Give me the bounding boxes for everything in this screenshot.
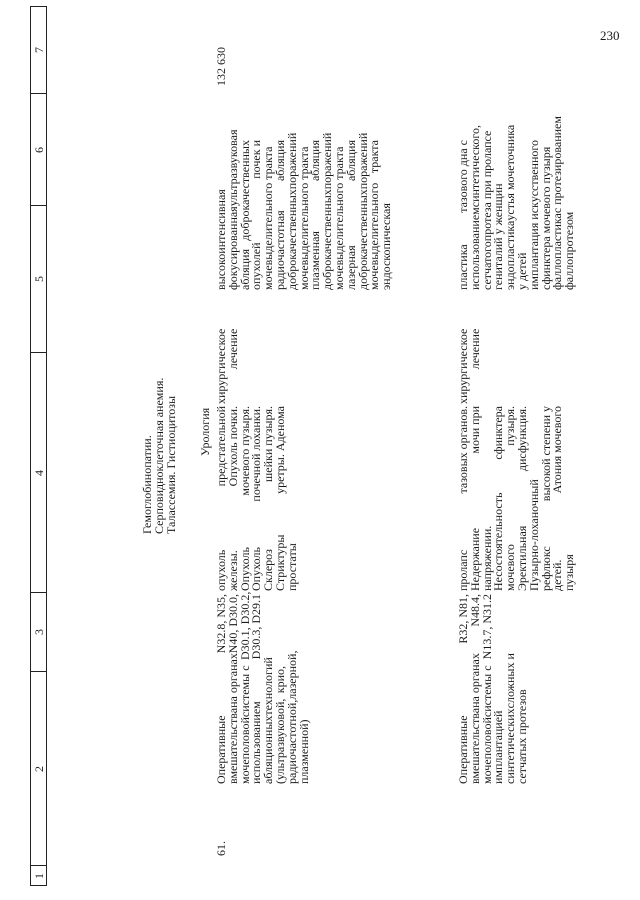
model-line: мочевого пузыря. — [503, 406, 518, 591]
method-line: гениталий у женщин — [491, 183, 506, 290]
col-sep-3 — [30, 592, 46, 593]
col-sep-7 — [30, 6, 46, 7]
treatment-type-line: лечение — [225, 328, 240, 370]
code-line: N48.4, — [467, 594, 482, 627]
treatment-type-line: лечение — [467, 328, 482, 370]
col-header-5: 5 — [32, 276, 46, 282]
col-sep-6 — [30, 93, 46, 94]
model-line: Опухоль мочевого пузыря. — [237, 406, 252, 591]
method-line: у детей — [514, 252, 529, 290]
method-line: мочевыделительного тракта — [331, 146, 346, 290]
method-line: высокоинтенсивная — [214, 189, 228, 290]
method-line: сфинктера мочевого пузыря — [538, 146, 553, 290]
service-line: мочеполовой системы с — [479, 665, 494, 784]
method-line: фаллопластика с протезированием — [550, 116, 565, 290]
method-line: радиочастотная абляция — [272, 140, 287, 290]
code-line: D30.1, D30.2, — [237, 591, 252, 660]
col-sep-2 — [30, 671, 46, 672]
method-line: фокусированная ультразвуковая — [225, 129, 240, 290]
rotated-table-sheet — [30, 6, 610, 886]
model-line: Опухоль почечной лоханки. — [249, 406, 264, 591]
row-61-cost: 132 630 — [214, 47, 228, 86]
service-line: (ультразвуковой, крио, — [272, 666, 287, 784]
row-62-method — [456, 116, 577, 290]
method-line: доброкачественных поражений — [320, 132, 335, 290]
method-line: эндоскопическая — [379, 203, 394, 290]
method-line: доброкачественных поражений — [284, 132, 299, 290]
method-line: эндопластика устья мочеточника — [503, 124, 518, 290]
method-line: фаллопротезом — [562, 211, 577, 290]
method-line: мочевыделительного тракта — [296, 146, 311, 290]
row-61-codes — [214, 591, 264, 660]
row-62-patient-model — [458, 406, 576, 591]
method-line: использованием синтетического, — [467, 125, 482, 290]
col-header-2: 2 — [32, 766, 46, 772]
model-line: Стриктуры уретры. Аденома — [272, 406, 287, 591]
diagnoses-continued — [142, 378, 177, 534]
row-61-method — [214, 129, 394, 290]
row-61-patient-model — [216, 406, 299, 591]
method-line: доброкачественных поражений — [355, 132, 370, 290]
treatment-type-line: хирургическое — [214, 328, 228, 404]
model-line: рефлюкс высокой степени у — [538, 406, 553, 591]
col-header-3: 3 — [32, 629, 46, 635]
service-line: радиочастотной, лазерной, — [284, 650, 299, 784]
model-line: Эректильная дисфункция. — [514, 406, 529, 591]
col-header-7: 7 — [32, 47, 46, 53]
method-line: лазерная абляция — [343, 140, 358, 290]
col-sep-4 — [30, 352, 46, 353]
row-61-number: 61. — [214, 841, 228, 856]
service-line: абляционных технологий — [261, 657, 276, 784]
service-line: вмешательства на органах — [225, 653, 240, 784]
diagnoses-line: Гемоглобинопатии. — [140, 435, 154, 534]
col-header-4: 4 — [32, 470, 46, 476]
code-line: N13.7, N31.2 — [479, 594, 494, 660]
model-line: Несостоятельность сфинктера — [491, 406, 506, 591]
method-line: плазменная абляция — [308, 140, 323, 290]
service-line: вмешательства на органах — [467, 653, 482, 784]
diagnoses-line: Талассемия. Гистиоцитозы — [163, 395, 178, 534]
method-line: мочевыделительного тракта — [261, 146, 276, 290]
row-62-treatment-type — [458, 329, 482, 404]
method-line: пластика тазового дна с — [456, 140, 470, 290]
method-line: опухолей почек и — [249, 140, 264, 290]
code-line: N40, D30.0, — [225, 594, 240, 654]
model-line: железы. Опухоль почки. — [225, 406, 240, 591]
row-61-service — [214, 650, 311, 784]
col-header-6: 6 — [32, 147, 46, 153]
service-line: использованием — [249, 701, 264, 784]
model-line: напряжении. — [479, 525, 494, 591]
col-sep-5 — [30, 205, 46, 206]
col-header-1: 1 — [32, 873, 46, 879]
service-line: сетчатых протезов — [514, 689, 529, 784]
row-62-codes — [458, 594, 493, 660]
method-line: мочевыделительного тракта — [367, 140, 382, 290]
model-line: Склероз шейки пузыря. — [261, 406, 276, 591]
section-title: Урология — [198, 407, 212, 456]
diagnoses-line: Серповидноклеточная анемия. — [151, 377, 166, 534]
service-line: мочеполовой системы с — [237, 665, 252, 784]
model-line: Недержание мочи при — [467, 406, 482, 591]
model-line: пролапс тазовых органов. — [456, 406, 470, 591]
code-line: D30.3, D29.1 — [249, 594, 264, 660]
service-line: синтетических сложных и — [503, 653, 518, 784]
code-line: N32.8, N35, — [214, 594, 228, 654]
treatment-type-line: хирургическое — [456, 328, 470, 404]
table-top-border — [30, 6, 31, 886]
model-line: простаты — [284, 543, 299, 591]
service-line: плазменной) — [296, 719, 311, 784]
row-62-service — [456, 653, 529, 784]
model-line: Пузырно-лоханочный — [526, 479, 541, 591]
method-line: сетчатого протеза при пролапсе — [479, 130, 494, 290]
method-line: абляция доброкачественных — [237, 140, 252, 290]
service-line: Оперативные — [456, 715, 470, 784]
page-number: 230 — [600, 28, 620, 43]
service-line: имплантацией — [491, 710, 506, 784]
method-line: имплантация искусственного — [526, 140, 541, 290]
model-line: опухоль предстательной — [214, 406, 228, 591]
service-line: Оперативные — [214, 715, 228, 784]
model-line: пузыря — [562, 554, 577, 591]
row-61-treatment-type — [216, 329, 240, 404]
code-line: R32, N81, — [456, 594, 470, 644]
model-line: детей. Атония мочевого — [550, 406, 565, 591]
header-row-divider — [46, 6, 47, 886]
